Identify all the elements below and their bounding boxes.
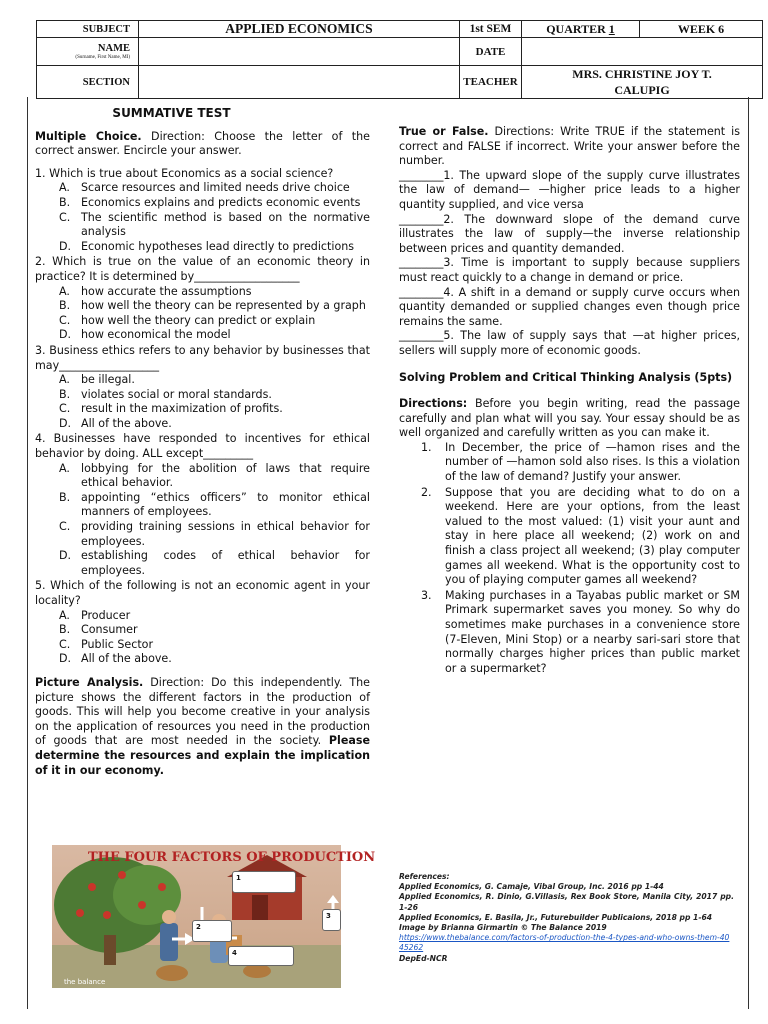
option-text: appointing “ethics officers” to monitor ethical manners of employees. (81, 490, 370, 519)
mc-direction-text: Direction: Choose the letter of the correct answer. Encircle your answer. (35, 129, 370, 158)
question-options (59, 181, 370, 254)
reference-5: DepEd-NCR (399, 953, 448, 963)
option-text: Consumer (81, 623, 138, 637)
picture-label-3-number: 3 (326, 912, 331, 920)
picture-analysis (35, 676, 370, 778)
reference-2: Applied Economics, R. Dinio, G.Villasis, Rex Book Store, Manila City, 2017 pp. 1-26 (399, 892, 734, 912)
picture-label-1-number: 1 (236, 874, 241, 882)
answer-option[interactable] (59, 623, 370, 638)
teacher-label: TEACHER (460, 66, 522, 99)
answer-option[interactable] (59, 285, 370, 300)
essay-number: 2. (421, 485, 432, 499)
picture-label-2-number: 2 (196, 923, 201, 931)
picture-label-4[interactable] (228, 946, 294, 966)
header-table (36, 20, 763, 99)
semester-cell (460, 21, 522, 38)
question-text: 2. Which is true on the value of an economic theory in practice? It is determined by___________________ (35, 255, 370, 283)
option-text: Economic hypotheses lead directly to predictions (81, 239, 355, 253)
subject-value: APPLIED ECONOMICS (139, 21, 460, 38)
essay-question (421, 441, 740, 485)
tf-direction-text: Directions: Write TRUE if the statement is correct and FALSE if incorrect. Write your answer before the number. (399, 125, 740, 168)
option-text: Economics explains and predicts economic events (81, 195, 361, 209)
essay-directions-text: Before you begin writing, read the passage carefully and plan what will you say. Your essay should be as well organized and carefully written as you can make it. (399, 397, 740, 440)
essay-number: 3. (421, 588, 432, 602)
mc-direction (35, 130, 370, 159)
tf-heading: True or False. (399, 125, 489, 138)
option-text: All of the above. (81, 416, 172, 430)
question-options (59, 462, 370, 579)
answer-option[interactable] (59, 609, 370, 624)
page-title: SUMMATIVE TEST (112, 106, 231, 120)
option-letter: C. (59, 637, 71, 651)
essay-text: Suppose that you are deciding what to do on a weekend. Here are your options, from the least valued to the most valued: (1) visit your aunt and stay in here place all weekend; (2) work on and finish a class project all weekend; (3) play computer games all weekend. What is the opportunity cost to you of playing computer games all weekend? (445, 485, 740, 587)
essay-number: 1. (421, 440, 432, 454)
four-factors-image (52, 845, 376, 988)
option-text: providing training sessions in ethical behavior for employees. (81, 520, 370, 548)
option-letter: B. (59, 623, 71, 637)
option-letter: C. (59, 313, 71, 327)
option-text: violates social or moral standards. (81, 387, 272, 401)
answer-option[interactable] (59, 181, 370, 196)
picture-label-2[interactable] (192, 920, 232, 942)
essay-list (421, 441, 740, 677)
question-text: 1. Which is true about Economics as a social science? (35, 166, 334, 180)
teacher-name-line1: MRS. CHRISTINE JOY T. (572, 67, 712, 81)
question-text: 4. Businesses have responded to incentives for ethical behavior by doing. ALL except_________ (35, 432, 370, 461)
section-label: SECTION (37, 66, 139, 99)
essay-directions (399, 397, 740, 441)
tf-item: ________4. A shift in a demand or supply curve occurs when quantity demanded or supplied changes even though price remains the same. (399, 285, 740, 328)
references (399, 872, 734, 964)
pa-bold-text: Please determine the resources and explain the implication of it in our economy. (35, 734, 370, 777)
option-text: Producer (81, 608, 131, 622)
subject-label: SUBJECT (37, 21, 139, 38)
references-heading: References: (399, 872, 450, 881)
option-letter: A. (59, 284, 70, 298)
option-letter: A. (59, 461, 70, 475)
answer-option[interactable] (59, 299, 370, 314)
name-field[interactable] (139, 38, 460, 66)
tf-items-list (399, 169, 740, 359)
option-letter: C. (59, 210, 71, 224)
quarter-cell (522, 21, 640, 38)
answer-option[interactable] (59, 314, 370, 329)
answer-option[interactable] (59, 373, 370, 388)
question-text: 3. Business ethics refers to any behavior by businesses that may__________________ (35, 343, 370, 372)
left-column (35, 97, 370, 778)
tf-item: ________5. The law of supply says that —at higher prices, sellers will supply more of economic goods. (399, 329, 740, 357)
option-text: result in the maximization of profits. (81, 402, 283, 416)
option-letter: C. (59, 520, 71, 534)
option-text: how economical the model (81, 328, 231, 342)
question-options (59, 373, 370, 431)
tf-item: ________1. The upward slope of the supply curve illustrates the law of demand— —higher price leads to a higher quantity supplied, and vice versa (399, 168, 740, 211)
answer-option[interactable] (59, 549, 370, 578)
picture-label-3[interactable] (322, 909, 341, 931)
quarter-value: 1 (608, 21, 615, 36)
picture-label-4-number: 4 (232, 949, 237, 957)
answer-option[interactable] (59, 402, 370, 417)
option-text: The scientific method is based on the normative analysis (81, 210, 370, 239)
option-letter: C. (59, 402, 71, 416)
reference-3: Applied Economics, E. Basila, Jr., Futurebuilder Publicaions, 2018 pp 1-64 (399, 912, 713, 922)
option-letter: B. (59, 490, 71, 504)
essay-text: Making purchases in a Tayabas public market or SM Primark supermarket saves you money. So why do sometimes make purchases in a convenience store (7-Eleven, Mini Stop) or a nearby sari-sari store that normally charges higher prices than public market or a supermarket? (445, 588, 740, 675)
option-letter: D. (59, 416, 72, 430)
name-label: NAME (97, 42, 130, 54)
question-text: 5. Which of the following is not an economic agent in your locality? (35, 579, 370, 607)
answer-option[interactable] (59, 652, 370, 667)
option-text: lobbying for the abolition of laws that require ethical behavior. (81, 461, 370, 490)
teacher-name-cell (522, 66, 763, 99)
option-letter: B. (59, 387, 71, 401)
answer-option[interactable] (59, 196, 370, 211)
picture-banner: THE FOUR FACTORS OF PRODUCTION (88, 850, 376, 865)
option-text: be illegal. (81, 373, 135, 387)
semester: 1st SEM (469, 23, 512, 35)
teacher-name-line2: CALUPIG (614, 83, 670, 97)
reference-4: Image by Brianna Girmartin © The Balance 2019 (399, 923, 607, 933)
option-letter: D. (59, 239, 72, 253)
essay-question (421, 589, 740, 677)
pa-text: Direction: Do this independently. The picture shows the different factors in the production of goods. This will help you become creative in your analysis on the application of resources you need in the production of goods that are most needed in the society. (35, 675, 370, 748)
option-text: how well the theory can predict or explain (81, 313, 316, 327)
option-letter: A. (59, 181, 70, 195)
picture-label-1[interactable] (232, 871, 296, 893)
questions-list (35, 167, 370, 667)
option-text: establishing codes of ethical behavior for employees. (81, 549, 370, 577)
date-field[interactable] (522, 38, 763, 66)
name-label-cell (37, 38, 139, 66)
tf-item: ________3. Time is important to supply because suppliers must react quickly to a change in demand or price. (399, 256, 740, 284)
tf-item: ________2. The downward slope of the demand curve illustrates the law of supply—the inverse relationship between prices and quantity demanded. (399, 212, 740, 255)
option-letter: B. (59, 195, 71, 209)
option-text: how accurate the assumptions (81, 284, 252, 298)
four-factors-illustration (52, 845, 376, 988)
question-options (59, 285, 370, 343)
option-letter: D. (59, 652, 72, 666)
answer-option[interactable] (59, 520, 370, 549)
option-letter: D. (59, 328, 72, 342)
name-note: (Surname, First Name, MI) (75, 54, 130, 60)
option-letter: A. (59, 373, 70, 387)
pa-heading: Picture Analysis. (35, 675, 144, 689)
option-text: Scarce resources and limited needs drive choice (81, 181, 350, 195)
question-options (59, 609, 370, 667)
sp-heading: Solving Problem and Critical Thinking Analysis (5pts) (399, 370, 733, 384)
answer-option[interactable] (59, 328, 370, 343)
option-letter: B. (59, 299, 71, 313)
essay-text: In December, the price of —hamon rises and the number of —hamon sold also rises. Is this a violation of the law of demand? Justify your answer. (445, 440, 740, 484)
right-column (399, 97, 740, 963)
option-text: All of the above. (81, 652, 172, 666)
date-label: DATE (460, 38, 522, 66)
answer-option[interactable] (59, 638, 370, 653)
answer-option[interactable] (59, 417, 370, 432)
essay-directions-heading: Directions: (399, 397, 468, 411)
answer-option[interactable] (59, 211, 370, 240)
mc-heading: Multiple Choice. (35, 129, 142, 143)
picture-watermark: the balance (64, 978, 106, 986)
week: WEEK 6 (640, 21, 763, 38)
option-text: Public Sector (81, 637, 154, 651)
option-text: how well the theory can be represented by a graph (81, 299, 366, 313)
answer-option[interactable] (59, 388, 370, 403)
reference-link[interactable]: https://www.thebalance.com/factors-of-production-the-4-types-and-who-owns-them-4045262 (399, 933, 730, 953)
tf-direction (399, 125, 740, 169)
content-box (27, 97, 749, 1009)
section-field[interactable] (139, 66, 460, 99)
answer-option[interactable] (59, 240, 370, 255)
answer-option[interactable] (59, 491, 370, 520)
reference-1: Applied Economics, G. Camaje, Vibal Group, Inc. 2016 pp 1-44 (399, 882, 664, 892)
option-letter: A. (59, 608, 70, 622)
answer-option[interactable] (59, 462, 370, 491)
option-letter: D. (59, 549, 72, 563)
essay-question (421, 486, 740, 588)
quarter-label: QUARTER (546, 21, 606, 36)
